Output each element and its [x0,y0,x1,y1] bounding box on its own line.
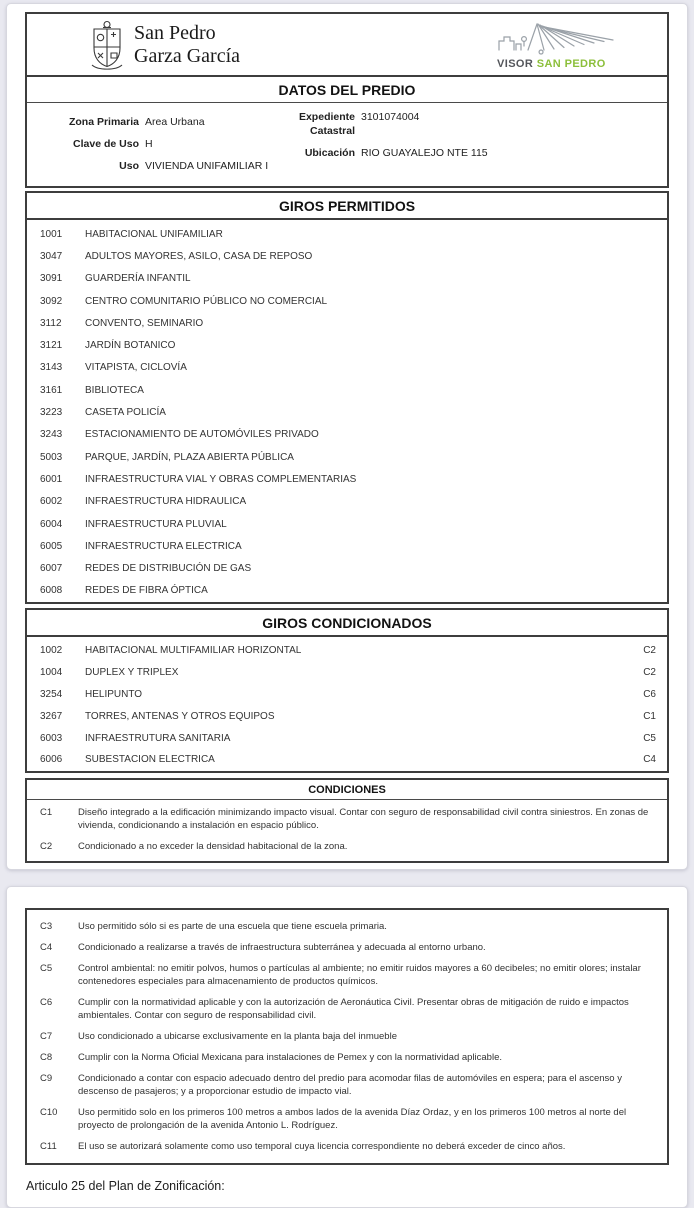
giro-code: 3143 [40,362,63,374]
giro-permitido-row [27,268,667,290]
giro-name: HABITACIONAL MULTIFAMILIAR HORIZONTAL [85,645,302,657]
condition-code: C11 [40,1141,57,1152]
giro-name: HABITACIONAL UNIFAMILIAR [85,228,223,240]
field-label: Clave de Uso [73,138,139,150]
giro-name: JARDÍN BOTANICO [85,340,176,352]
giro-name: CONVENTO, SEMINARIO [85,317,204,329]
condition-code: C9 [40,1073,53,1084]
giro-condicionado-row [27,684,667,706]
condiciones-list-page2 [27,910,667,1163]
giro-code: 3223 [40,407,63,419]
condition-code: C6 [40,997,53,1008]
giro-name: GUARDERÍA INFANTIL [85,273,191,285]
section-title-condiciones: CONDICIONES [308,783,386,796]
giro-code: 3267 [40,710,63,722]
giro-code: 3091 [40,273,63,285]
giro-permitido-row [27,334,667,356]
giro-code: 6005 [40,540,63,552]
giro-permitido-row [27,401,667,423]
giro-code: 6004 [40,518,63,530]
predio-fields-right [259,109,667,181]
condition-text: Condicionado a contar con espacio adecuado dentro del predio para acomodar filas de automóviles en espera; para el ascenso y descenso de pasajeros; y a proporcionar estudio de impacto vial. [78,1073,622,1097]
giro-permitido-row [27,580,667,602]
coat-of-arms-icon [89,20,125,70]
giro-code: 1002 [40,645,63,657]
giro-name: SUBESTACION ELECTRICA [85,754,215,766]
condiciones-list-page1 [27,800,667,853]
bridge-icon [497,23,615,57]
condition-code: C2 [40,840,53,852]
giro-name: INFRAESTRUCTURA HIDRAULICA [85,496,247,508]
field-label: Uso [119,160,139,172]
condition-row [27,920,667,933]
visor-wordmark-primary: VISOR [497,57,534,70]
field-clave-de-uso [27,137,259,151]
giro-permitido-row [27,223,667,245]
giro-name: REDES DE FIBRA ÓPTICA [85,585,208,597]
giros-permitidos-box [25,191,669,604]
giro-code: 6006 [40,754,63,766]
condition-text: El uso se autorizará solamente como uso temporal cuya licencia correspondiente no deberá exceder de cinco años. [78,1141,566,1152]
visor-logo [497,20,615,70]
giro-name: PARQUE, JARDÍN, PLAZA ABIERTA PÚBLICA [85,451,294,463]
condiciones-box [25,778,669,863]
condition-row [27,1140,667,1153]
field-label: Expediente Catastral [298,111,355,137]
giro-code: 6007 [40,563,63,575]
field-value: H [145,138,153,150]
giro-code: 1001 [40,228,63,240]
giro-name: HELIPUNTO [85,689,143,701]
giro-permitido-row [27,513,667,535]
condition-text: Uso permitido solo en los primeros 100 metros a ambos lados de la avenida Díaz Ordaz, y en los primeros 100 metros al norte del proyecto de prolongación de la avenida Antonio L. Rodríguez. [78,1107,627,1131]
section-title-datos-del-predio: DATOS DEL PREDIO [278,82,416,98]
giro-code: 3161 [40,384,63,396]
condition-code: C1 [643,710,656,722]
giro-permitido-row [27,446,667,468]
giro-code: 3092 [40,295,63,307]
giro-permitido-row [27,379,667,401]
field-zona-primaria [27,115,259,129]
condition-code: C4 [40,942,53,953]
giro-code: 5003 [40,451,63,463]
giro-name: INFRAESTRUCTURA ELECTRICA [85,540,242,552]
condition-code: C1 [40,806,53,818]
predio-box [25,12,669,188]
page-1 [6,3,688,870]
condition-code: C7 [40,1031,53,1042]
condition-row [27,840,667,853]
condition-row [27,962,667,988]
giro-name: ADULTOS MAYORES, ASILO, CASA DE REPOSO [85,250,313,262]
condition-text: Uso permitido sólo si es parte de una escuela que tiene escuela primaria. [78,921,387,932]
condition-row [27,1072,667,1098]
municipality-logo [89,20,240,70]
giro-name: DUPLEX Y TRIPLEX [85,667,179,679]
giro-name: ESTACIONAMIENTO DE AUTOMÓVILES PRIVADO [85,429,319,441]
giro-code: 1004 [40,667,63,679]
giro-code: 3254 [40,689,63,701]
giro-permitido-row [27,357,667,379]
giro-condicionado-row [27,662,667,684]
condiciones-box-continued [25,908,669,1165]
giro-condicionado-row [27,727,667,749]
field-value: VIVIENDA UNIFAMILIAR I [145,160,269,172]
giro-code: 3047 [40,250,63,262]
giro-name: INFRAESTRUCTURA VIAL Y OBRAS COMPLEMENTARIAS [85,473,357,485]
condition-text: Cumplir con la Norma Oficial Mexicana para instalaciones de Pemex y con la normatividad aplicable. [78,1052,503,1063]
giro-name: CENTRO COMUNITARIO PÚBLICO NO COMERCIAL [85,295,328,307]
giro-permitido-row [27,312,667,334]
giro-name: VITAPISTA, CICLOVÍA [85,362,187,374]
condition-code: C8 [40,1052,53,1063]
giro-code: 3112 [40,317,62,329]
condition-row [27,1051,667,1064]
giros-condicionados-list [27,637,667,771]
condition-row [27,1030,667,1043]
giro-permitido-row [27,424,667,446]
condition-text: Uso condicionado a ubicarse exclusivamente en la planta baja del inmueble [78,1031,397,1042]
field-value: 3101074004 [361,111,420,123]
field-ubicacion [259,146,667,160]
municipality-name-line2: Garza García [134,44,241,67]
field-value: Area Urbana [145,116,205,128]
municipality-name-line1: San Pedro [134,21,216,44]
visor-wordmark-secondary: SAN PEDRO [536,57,606,70]
document-header [27,14,667,75]
giro-permitido-row [27,245,667,267]
field-expediente-catastral [259,110,667,138]
condition-text: Control ambiental: no emitir polvos, humos o partículas al ambiente; no emitir ruidos mayores a 60 decibeles; no emitir olores; instalar contenedores especiales para almacenamiento de productos químicos. [78,963,641,987]
giro-name: BIBLIOTECA [85,384,144,396]
field-uso [27,159,269,173]
giro-condicionado-row [27,640,667,662]
condition-code: C2 [643,645,656,657]
giro-name: REDES DE DISTRIBUCIÓN DE GAS [85,563,252,575]
predio-fields [27,103,667,186]
municipality-name [134,22,240,67]
article-reference: Articulo 25 del Plan de Zonificación: [26,1179,225,1193]
giro-code: 6008 [40,585,63,597]
page-2 [6,886,688,1208]
visor-wordmark [497,58,606,70]
condition-code: C4 [643,754,656,766]
condition-code: C5 [40,963,53,974]
condition-row [27,996,667,1022]
condition-text: Cumplir con la normatividad aplicable y con la autorización de Aeronáutica Civil. Presentar obras de mitigación de ruido e impactos ambientales. Contar con seguro de responsabilidad civil. [78,997,629,1021]
condition-text: Condicionado a no exceder la densidad habitacional de la zona. [78,840,348,852]
giros-condicionados-box [25,608,669,773]
field-label: Ubicación [304,147,355,159]
giro-name: INFRAESTRUTURA SANITARIA [85,732,231,744]
giro-condicionado-row [27,705,667,727]
giro-code: 3121 [40,340,63,352]
condition-code: C2 [643,667,656,679]
giros-permitidos-list [27,220,667,602]
giro-code: 6002 [40,496,63,508]
giro-permitido-row [27,468,667,490]
condition-code: C3 [40,921,53,932]
giro-permitido-row [27,491,667,513]
giro-name: CASETA POLICÍA [85,407,166,419]
condition-code: C6 [643,689,656,701]
condition-row [27,941,667,954]
field-label: Zona Primaria [68,116,139,128]
condition-code: C5 [643,732,656,744]
condition-row [27,1106,667,1132]
giro-permitido-row [27,557,667,579]
condition-code: C10 [40,1107,58,1118]
giro-code: 6003 [40,732,63,744]
condition-row [27,806,667,832]
giro-code: 3243 [40,429,63,441]
giro-condicionado-row [27,749,667,771]
giro-permitido-row [27,290,667,312]
giro-permitido-row [27,535,667,557]
section-title-giros-condicionados: GIROS CONDICIONADOS [262,615,432,632]
predio-fields-left [27,109,269,181]
giro-name: INFRAESTRUCTURA PLUVIAL [85,518,227,530]
field-value: RIO GUAYALEJO NTE 115 [361,147,488,159]
condition-text: Condicionado a realizarse a través de infraestructura subterránea y adecuada al entorno urbano. [78,942,486,953]
giro-name: TORRES, ANTENAS Y OTROS EQUIPOS [85,710,275,722]
section-title-giros-permitidos: GIROS PERMITIDOS [278,198,416,214]
condition-text: Diseño integrado a la edificación minimizando impacto visual. Contar con seguro de responsabilidad civil contra siniestros. En zonas de vivienda, condicionando a instalación en espacio público. [78,806,649,831]
giro-code: 6001 [40,473,63,485]
